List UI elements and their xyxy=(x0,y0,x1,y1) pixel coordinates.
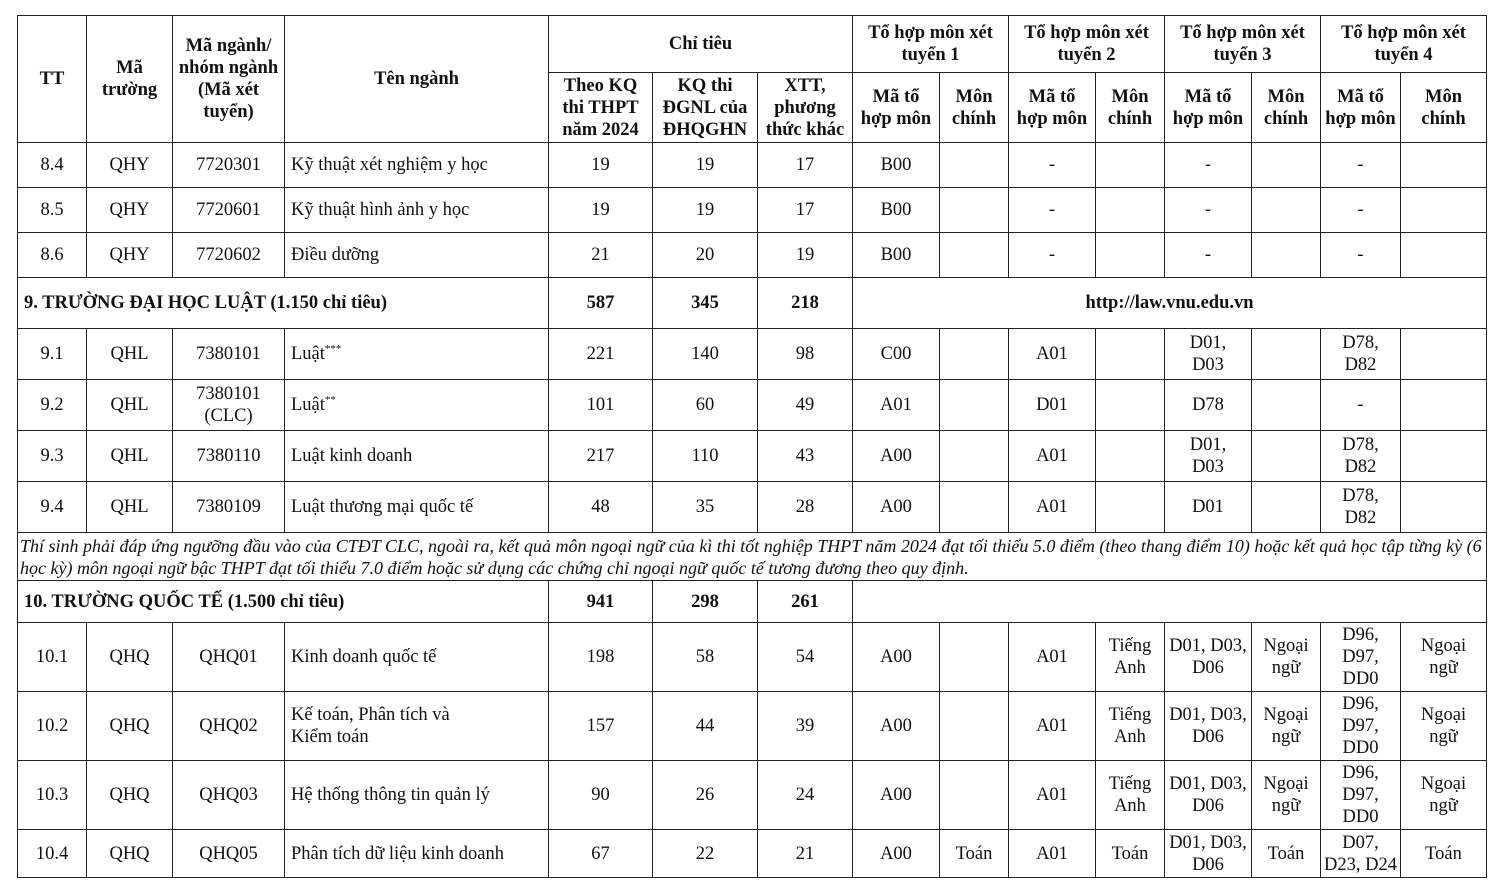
row-mon-chinh-1 xyxy=(940,482,1009,533)
row-ma-truong: QHQ xyxy=(87,692,173,761)
row-ten-nganh xyxy=(285,188,549,233)
header-ma-to-hop: Mã tổ hợp môn xyxy=(1009,73,1096,143)
row-ma-to-hop-2: - xyxy=(1009,143,1096,188)
row-mon-chinh-4 xyxy=(1401,482,1487,533)
row-chi-tieu-dgnl: 19 xyxy=(653,188,758,233)
row-mon-chinh-2: Toán xyxy=(1096,830,1165,878)
row-chi-tieu-xtt: 98 xyxy=(758,329,853,380)
row-chi-tieu-dgnl: 22 xyxy=(653,830,758,878)
section-title: 10. TRƯỜNG QUỐC TẾ (1.500 chỉ tiêu) xyxy=(18,581,549,623)
table-body-section-8 xyxy=(18,143,1487,278)
row-ma-truong: QHQ xyxy=(87,761,173,830)
row-ten-nganh xyxy=(285,143,549,188)
table-row xyxy=(18,188,1487,233)
header-ma-truong: Mã trường xyxy=(87,16,173,143)
row-ma-to-hop-4: D96, D97, DD0 xyxy=(1321,761,1401,830)
row-mon-chinh-1 xyxy=(940,233,1009,278)
row-ma-to-hop-2: - xyxy=(1009,188,1096,233)
table-body-quoc-te xyxy=(18,623,1487,878)
row-chi-tieu-xtt: 43 xyxy=(758,431,853,482)
row-tt: 9.3 xyxy=(18,431,87,482)
row-chi-tieu-xtt: 49 xyxy=(758,380,853,431)
row-ma-truong: QHQ xyxy=(87,830,173,878)
row-ten-nganh-text: Kỹ thuật hình ảnh y học xyxy=(291,200,470,220)
header-thpt: Theo KQ thi THPT năm 2024 xyxy=(549,73,653,143)
row-mon-chinh-1 xyxy=(940,623,1009,692)
row-mon-chinh-3: Ngoại ngữ xyxy=(1252,692,1321,761)
header-ma-nganh: Mã ngành/ nhóm ngành (Mã xét tuyển) xyxy=(173,16,285,143)
row-chi-tieu-dgnl: 44 xyxy=(653,692,758,761)
row-chi-tieu-xtt: 19 xyxy=(758,233,853,278)
row-chi-tieu-thpt: 217 xyxy=(549,431,653,482)
row-ma-to-hop-4: - xyxy=(1321,380,1401,431)
row-ma-to-hop-2: - xyxy=(1009,233,1096,278)
table-row xyxy=(18,329,1487,380)
row-mon-chinh-2 xyxy=(1096,143,1165,188)
row-ma-to-hop-2: A01 xyxy=(1009,431,1096,482)
header-mon-chinh: Môn chính xyxy=(940,73,1009,143)
row-chi-tieu-xtt: 24 xyxy=(758,761,853,830)
table-row xyxy=(18,482,1487,533)
row-ma-to-hop-1: A01 xyxy=(853,380,940,431)
row-ma-to-hop-3: - xyxy=(1165,143,1252,188)
row-mon-chinh-3 xyxy=(1252,233,1321,278)
footnote-marker: ** xyxy=(324,393,336,406)
header-ten-nganh: Tên ngành xyxy=(285,16,549,143)
row-mon-chinh-4: Toán xyxy=(1401,830,1487,878)
row-mon-chinh-2: Tiếng Anh xyxy=(1096,623,1165,692)
header-to-hop-2: Tổ hợp môn xét tuyển 2 xyxy=(1009,16,1165,73)
row-ten-nganh-text: Luật kinh doanh xyxy=(291,446,413,466)
row-ma-truong: QHY xyxy=(87,143,173,188)
row-ten-nganh xyxy=(285,431,549,482)
row-ma-to-hop-1: A00 xyxy=(853,830,940,878)
note-row xyxy=(18,533,1487,581)
row-ma-nganh: QHQ03 xyxy=(173,761,285,830)
section-dgnl: 298 xyxy=(653,581,758,623)
row-chi-tieu-dgnl: 60 xyxy=(653,380,758,431)
row-chi-tieu-xtt: 17 xyxy=(758,143,853,188)
row-chi-tieu-dgnl: 26 xyxy=(653,761,758,830)
row-ma-truong: QHQ xyxy=(87,623,173,692)
row-mon-chinh-1 xyxy=(940,431,1009,482)
row-chi-tieu-dgnl: 140 xyxy=(653,329,758,380)
section-xtt: 218 xyxy=(758,278,853,329)
footnote-marker: *** xyxy=(324,342,342,355)
row-mon-chinh-4 xyxy=(1401,431,1487,482)
header-to-hop-4: Tổ hợp môn xét tuyển 4 xyxy=(1321,16,1487,73)
row-ma-to-hop-4: D07, D23, D24 xyxy=(1321,830,1401,878)
header-chi-tieu: Chỉ tiêu xyxy=(549,16,853,73)
row-mon-chinh-3 xyxy=(1252,380,1321,431)
table-row xyxy=(18,233,1487,278)
table-row xyxy=(18,623,1487,692)
row-mon-chinh-2 xyxy=(1096,431,1165,482)
row-mon-chinh-4: Ngoại ngữ xyxy=(1401,761,1487,830)
section-dgnl: 345 xyxy=(653,278,758,329)
header-ma-to-hop: Mã tổ hợp môn xyxy=(1165,73,1252,143)
row-ma-to-hop-1: C00 xyxy=(853,329,940,380)
row-chi-tieu-thpt: 19 xyxy=(549,188,653,233)
row-chi-tieu-xtt: 21 xyxy=(758,830,853,878)
row-ma-truong: QHL xyxy=(87,329,173,380)
row-chi-tieu-thpt: 48 xyxy=(549,482,653,533)
row-ma-to-hop-4: D78, D82 xyxy=(1321,431,1401,482)
row-chi-tieu-thpt: 67 xyxy=(549,830,653,878)
row-mon-chinh-1 xyxy=(940,761,1009,830)
row-mon-chinh-4 xyxy=(1401,380,1487,431)
row-mon-chinh-3 xyxy=(1252,431,1321,482)
table-body-luat xyxy=(18,329,1487,533)
table-row xyxy=(18,380,1487,431)
section-title: 9. TRƯỜNG ĐẠI HỌC LUẬT (1.150 chỉ tiêu) xyxy=(18,278,549,329)
row-chi-tieu-dgnl: 20 xyxy=(653,233,758,278)
row-mon-chinh-4 xyxy=(1401,233,1487,278)
row-tt: 8.5 xyxy=(18,188,87,233)
row-ma-nganh: 7380101 xyxy=(173,329,285,380)
row-ma-to-hop-2: A01 xyxy=(1009,329,1096,380)
row-mon-chinh-2 xyxy=(1096,380,1165,431)
row-ma-to-hop-2: A01 xyxy=(1009,482,1096,533)
row-tt: 8.6 xyxy=(18,233,87,278)
row-chi-tieu-dgnl: 19 xyxy=(653,143,758,188)
row-ma-to-hop-1: B00 xyxy=(853,143,940,188)
row-ma-to-hop-3: - xyxy=(1165,188,1252,233)
row-ten-nganh xyxy=(285,692,549,761)
row-mon-chinh-2 xyxy=(1096,233,1165,278)
table-body-section-9 xyxy=(18,278,1487,329)
row-ma-to-hop-4: D78, D82 xyxy=(1321,329,1401,380)
section-website-link[interactable]: http://law.vnu.edu.vn xyxy=(853,278,1487,329)
row-mon-chinh-2: Tiếng Anh xyxy=(1096,761,1165,830)
row-ten-nganh-text: Hệ thống thông tin quản lý xyxy=(291,785,490,805)
row-chi-tieu-thpt: 157 xyxy=(549,692,653,761)
row-ma-to-hop-1: B00 xyxy=(853,233,940,278)
table-row xyxy=(18,761,1487,830)
row-ma-to-hop-3: D01, D03, D06 xyxy=(1165,761,1252,830)
row-ma-to-hop-4: D78, D82 xyxy=(1321,482,1401,533)
row-mon-chinh-1 xyxy=(940,143,1009,188)
row-chi-tieu-thpt: 101 xyxy=(549,380,653,431)
row-ma-to-hop-2: D01 xyxy=(1009,380,1096,431)
section-row xyxy=(18,581,1487,623)
header-to-hop-1: Tổ hợp môn xét tuyển 1 xyxy=(853,16,1009,73)
row-ma-to-hop-4: - xyxy=(1321,233,1401,278)
row-ma-nganh: 7720602 xyxy=(173,233,285,278)
row-ma-nganh: 7720301 xyxy=(173,143,285,188)
row-ma-to-hop-1: A00 xyxy=(853,431,940,482)
row-chi-tieu-dgnl: 110 xyxy=(653,431,758,482)
row-ten-nganh-text: Kế toán, Phân tích và Kiểm toán xyxy=(291,705,450,747)
table-row xyxy=(18,830,1487,878)
row-mon-chinh-1: Toán xyxy=(940,830,1009,878)
row-mon-chinh-4 xyxy=(1401,188,1487,233)
row-mon-chinh-2 xyxy=(1096,482,1165,533)
row-tt: 10.1 xyxy=(18,623,87,692)
row-mon-chinh-3 xyxy=(1252,482,1321,533)
row-ma-truong: QHL xyxy=(87,431,173,482)
row-ten-nganh-text: Phân tích dữ liệu kinh doanh xyxy=(291,843,504,864)
row-chi-tieu-xtt: 54 xyxy=(758,623,853,692)
table-header xyxy=(18,16,1487,143)
row-ma-truong: QHL xyxy=(87,380,173,431)
row-tt: 9.4 xyxy=(18,482,87,533)
row-tt: 10.3 xyxy=(18,761,87,830)
row-chi-tieu-dgnl: 58 xyxy=(653,623,758,692)
row-tt: 9.1 xyxy=(18,329,87,380)
row-ma-to-hop-3: D01, D03, D06 xyxy=(1165,692,1252,761)
row-mon-chinh-3 xyxy=(1252,188,1321,233)
row-ma-truong: QHY xyxy=(87,233,173,278)
row-ma-to-hop-1: A00 xyxy=(853,482,940,533)
row-ma-nganh: 7380109 xyxy=(173,482,285,533)
row-tt: 10.4 xyxy=(18,830,87,878)
row-ma-to-hop-3: - xyxy=(1165,233,1252,278)
row-ten-nganh xyxy=(285,623,549,692)
row-mon-chinh-1 xyxy=(940,188,1009,233)
row-ma-to-hop-3: D01, D03 xyxy=(1165,431,1252,482)
section-thpt: 941 xyxy=(549,581,653,623)
row-ma-to-hop-3: D01, D03, D06 xyxy=(1165,623,1252,692)
row-ma-nganh: 7380110 xyxy=(173,431,285,482)
section-empty-cell xyxy=(853,581,1487,623)
row-tt: 10.2 xyxy=(18,692,87,761)
row-chi-tieu-thpt: 90 xyxy=(549,761,653,830)
header-tt: TT xyxy=(18,16,87,143)
header-mon-chinh: Môn chính xyxy=(1252,73,1321,143)
section-row xyxy=(18,278,1487,329)
row-ten-nganh xyxy=(285,233,549,278)
table-row xyxy=(18,692,1487,761)
row-ma-to-hop-3: D78 xyxy=(1165,380,1252,431)
row-chi-tieu-thpt: 19 xyxy=(549,143,653,188)
row-ma-nganh: 7720601 xyxy=(173,188,285,233)
section-thpt: 587 xyxy=(549,278,653,329)
header-dgnl: KQ thi ĐGNL của ĐHQGHN xyxy=(653,73,758,143)
row-ten-nganh-text: Luật thương mại quốc tế xyxy=(291,497,474,517)
row-mon-chinh-4 xyxy=(1401,143,1487,188)
row-ten-nganh xyxy=(285,830,549,878)
row-ma-to-hop-4: D96, D97, DD0 xyxy=(1321,623,1401,692)
row-ma-truong: QHY xyxy=(87,188,173,233)
row-ma-to-hop-3: D01, D03, D06 xyxy=(1165,830,1252,878)
row-ma-to-hop-4: - xyxy=(1321,188,1401,233)
row-ten-nganh-text: Luật xyxy=(291,344,325,364)
header-to-hop-3: Tổ hợp môn xét tuyển 3 xyxy=(1165,16,1321,73)
row-ma-to-hop-1: A00 xyxy=(853,692,940,761)
row-mon-chinh-2: Tiếng Anh xyxy=(1096,692,1165,761)
row-ma-to-hop-3: D01 xyxy=(1165,482,1252,533)
table-row xyxy=(18,143,1487,188)
header-ma-to-hop: Mã tổ hợp môn xyxy=(853,73,940,143)
admissions-table-container xyxy=(17,15,1487,878)
row-tt: 8.4 xyxy=(18,143,87,188)
admissions-table xyxy=(17,15,1487,878)
row-ma-to-hop-1: B00 xyxy=(853,188,940,233)
row-ma-to-hop-4: - xyxy=(1321,143,1401,188)
row-mon-chinh-3 xyxy=(1252,143,1321,188)
row-mon-chinh-4: Ngoại ngữ xyxy=(1401,623,1487,692)
row-ma-to-hop-3: D01, D03 xyxy=(1165,329,1252,380)
row-ma-nganh: QHQ02 xyxy=(173,692,285,761)
row-ma-to-hop-2: A01 xyxy=(1009,830,1096,878)
row-ten-nganh xyxy=(285,329,549,380)
row-ma-nganh: QHQ01 xyxy=(173,623,285,692)
row-ten-nganh-text: Kỹ thuật xét nghiệm y học xyxy=(291,155,488,175)
row-ma-to-hop-2: A01 xyxy=(1009,761,1096,830)
row-chi-tieu-xtt: 17 xyxy=(758,188,853,233)
row-ma-truong: QHL xyxy=(87,482,173,533)
row-ma-nganh: QHQ05 xyxy=(173,830,285,878)
note-text: Thí sinh phải đáp ứng ngưỡng đầu vào của CTĐT CLC, ngoài ra, kết quả môn ngoại ngữ của kì thi tốt nghiệp THPT năm 2024 đạt tối thiểu 5.0 điểm (theo thang điểm 10) hoặc kết quả học tập từng kỳ (6 học kỳ) môn ngoại ngữ bậc THPT đạt tối thiểu 7.0 điểm hoặc sử dụng các chứng chỉ ngoại ngữ quốc tế tương đương theo quy định. xyxy=(18,533,1487,581)
table-row xyxy=(18,431,1487,482)
row-ten-nganh xyxy=(285,761,549,830)
header-xtt: XTT, phương thức khác xyxy=(758,73,853,143)
row-chi-tieu-thpt: 221 xyxy=(549,329,653,380)
header-ma-to-hop: Mã tổ hợp môn xyxy=(1321,73,1401,143)
row-mon-chinh-1 xyxy=(940,329,1009,380)
row-ma-to-hop-2: A01 xyxy=(1009,692,1096,761)
row-ma-to-hop-1: A00 xyxy=(853,761,940,830)
row-chi-tieu-thpt: 198 xyxy=(549,623,653,692)
row-chi-tieu-thpt: 21 xyxy=(549,233,653,278)
row-ten-nganh-text: Kinh doanh quốc tế xyxy=(291,647,437,667)
row-mon-chinh-2 xyxy=(1096,329,1165,380)
section-xtt: 261 xyxy=(758,581,853,623)
row-chi-tieu-xtt: 28 xyxy=(758,482,853,533)
table-body-note xyxy=(18,533,1487,623)
row-ma-nganh: 7380101 (CLC) xyxy=(173,380,285,431)
row-tt: 9.2 xyxy=(18,380,87,431)
row-chi-tieu-dgnl: 35 xyxy=(653,482,758,533)
header-mon-chinh: Môn chính xyxy=(1096,73,1165,143)
row-mon-chinh-3: Toán xyxy=(1252,830,1321,878)
row-mon-chinh-1 xyxy=(940,692,1009,761)
row-mon-chinh-3 xyxy=(1252,329,1321,380)
row-ten-nganh xyxy=(285,380,549,431)
row-ten-nganh xyxy=(285,482,549,533)
row-mon-chinh-3: Ngoại ngữ xyxy=(1252,761,1321,830)
row-ma-to-hop-4: D96, D97, DD0 xyxy=(1321,692,1401,761)
row-ten-nganh-text: Luật xyxy=(291,395,325,415)
header-mon-chinh: Môn chính xyxy=(1401,73,1487,143)
row-ten-nganh-text: Điều dưỡng xyxy=(291,245,380,265)
row-mon-chinh-2 xyxy=(1096,188,1165,233)
row-mon-chinh-1 xyxy=(940,380,1009,431)
row-ma-to-hop-2: A01 xyxy=(1009,623,1096,692)
row-mon-chinh-3: Ngoại ngữ xyxy=(1252,623,1321,692)
row-chi-tieu-xtt: 39 xyxy=(758,692,853,761)
row-ma-to-hop-1: A00 xyxy=(853,623,940,692)
row-mon-chinh-4 xyxy=(1401,329,1487,380)
row-mon-chinh-4: Ngoại ngữ xyxy=(1401,692,1487,761)
